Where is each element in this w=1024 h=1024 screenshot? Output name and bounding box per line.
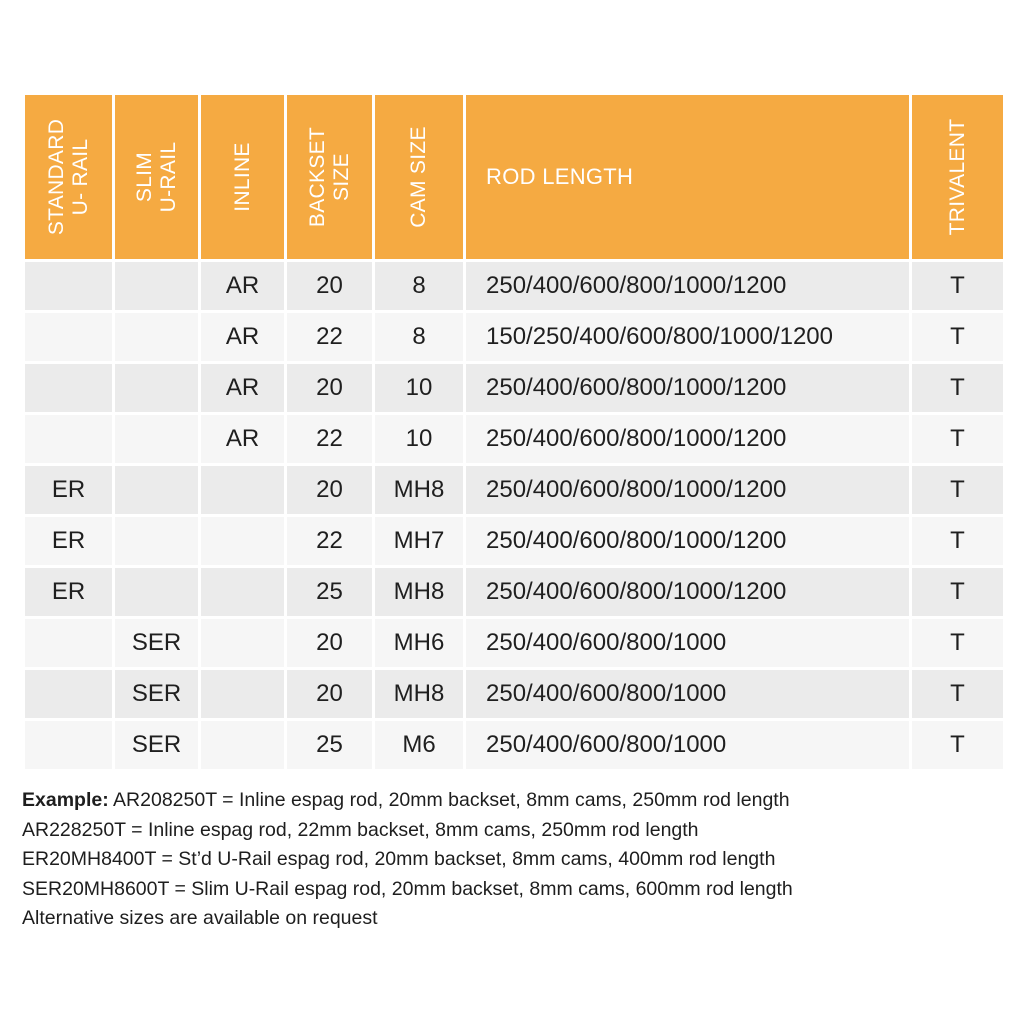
table-cell: 250/400/600/800/1000 — [466, 619, 909, 667]
note-line: ER20MH8400T = St’d U-Rail espag rod, 20mm backset, 8mm cams, 400mm rod length — [22, 848, 776, 870]
table-cell: AR — [201, 415, 284, 463]
header-cam-size — [375, 95, 463, 259]
table-cell: 250/400/600/800/1000/1200 — [466, 262, 909, 310]
table-cell: ER — [25, 517, 112, 565]
table-cell: T — [912, 466, 1003, 514]
table-cell — [25, 364, 112, 412]
table-cell: 20 — [287, 466, 372, 514]
table-cell: T — [912, 670, 1003, 718]
table-cell: 250/400/600/800/1000/1200 — [466, 568, 909, 616]
table-cell: ER — [25, 568, 112, 616]
table-cell: AR — [201, 313, 284, 361]
table-cell: 250/400/600/800/1000 — [466, 670, 909, 718]
table-cell — [201, 568, 284, 616]
note-line: AR228250T = Inline espag rod, 22mm backset, 8mm cams, 250mm rod length — [22, 818, 699, 841]
table-cell: MH6 — [375, 619, 463, 667]
example-label: Example: — [22, 789, 109, 811]
notes — [22, 786, 1012, 934]
table-cell: T — [912, 364, 1003, 412]
table-cell — [25, 262, 112, 310]
table-cell: 8 — [375, 262, 463, 310]
header-label: TRIVALENT — [945, 118, 969, 236]
table-cell: M6 — [375, 721, 463, 769]
table-cell — [25, 415, 112, 463]
header-inline — [201, 95, 284, 259]
table-cell: 10 — [375, 364, 463, 412]
table-cell — [201, 619, 284, 667]
table-cell: 250/400/600/800/1000/1200 — [466, 415, 909, 463]
header-trivalent — [912, 95, 1003, 259]
table-cell: 22 — [287, 415, 372, 463]
table-cell: MH8 — [375, 568, 463, 616]
table-cell — [201, 466, 284, 514]
header-slim-u-rail — [115, 95, 198, 259]
table-cell — [201, 721, 284, 769]
table-cell: MH8 — [375, 670, 463, 718]
table-cell — [115, 466, 198, 514]
table-cell — [25, 721, 112, 769]
table-cell — [25, 313, 112, 361]
table-cell — [115, 568, 198, 616]
table-cell: 250/400/600/800/1000/1200 — [466, 517, 909, 565]
table-cell — [201, 517, 284, 565]
table-cell — [25, 670, 112, 718]
table-cell: 22 — [287, 313, 372, 361]
table-cell — [115, 313, 198, 361]
table-cell: MH7 — [375, 517, 463, 565]
header-label: BACKSET SIZE — [305, 126, 353, 228]
table-cell: T — [912, 415, 1003, 463]
table-cell: 20 — [287, 670, 372, 718]
spec-table — [25, 95, 1005, 769]
table-cell: T — [912, 262, 1003, 310]
example-text: AR208250T = Inline espag rod, 20mm backset, 8mm cams, 250mm rod length — [108, 789, 790, 811]
table-cell: SER — [115, 721, 198, 769]
table-cell: T — [912, 568, 1003, 616]
table-cell: SER — [115, 670, 198, 718]
table-cell: 8 — [375, 313, 463, 361]
header-label: STANDARD U- RAIL — [44, 118, 92, 236]
header-label: CAM SIZE — [407, 126, 430, 228]
table-cell: MH8 — [375, 466, 463, 514]
table-cell: T — [912, 313, 1003, 361]
table-cell: T — [912, 619, 1003, 667]
header-rod-length — [466, 95, 909, 259]
table-cell — [115, 262, 198, 310]
table-cell: AR — [201, 364, 284, 412]
table-cell: SER — [115, 619, 198, 667]
table-cell: 20 — [287, 619, 372, 667]
table-cell: 250/400/600/800/1000 — [466, 721, 909, 769]
table-cell — [115, 517, 198, 565]
header-label: INLINE — [230, 142, 254, 212]
note-line: SER20MH8600T = Slim U-Rail espag rod, 20mm backset, 8mm cams, 600mm rod length — [22, 877, 793, 900]
table-cell: 25 — [287, 568, 372, 616]
table-cell: 150/250/400/600/800/1000/1200 — [466, 313, 909, 361]
table-cell: ER — [25, 466, 112, 514]
table-cell: 10 — [375, 415, 463, 463]
header-backset-size — [287, 95, 372, 259]
note-line: Alternative sizes are available on request — [22, 907, 378, 929]
header-standard-u-rail — [25, 95, 112, 259]
table-cell — [115, 415, 198, 463]
table-cell: 22 — [287, 517, 372, 565]
table-cell — [115, 364, 198, 412]
table-cell — [201, 670, 284, 718]
header-label: SLIM U-RAIL — [132, 141, 180, 213]
example-line — [22, 786, 1012, 816]
header-label: ROD LENGTH — [486, 164, 634, 189]
table-cell: 25 — [287, 721, 372, 769]
table-cell — [25, 619, 112, 667]
table-cell: T — [912, 721, 1003, 769]
table-cell: 20 — [287, 262, 372, 310]
table-cell: AR — [201, 262, 284, 310]
table-cell: 250/400/600/800/1000/1200 — [466, 364, 909, 412]
table-cell: 250/400/600/800/1000/1200 — [466, 466, 909, 514]
table-cell: T — [912, 517, 1003, 565]
table-cell: 20 — [287, 364, 372, 412]
